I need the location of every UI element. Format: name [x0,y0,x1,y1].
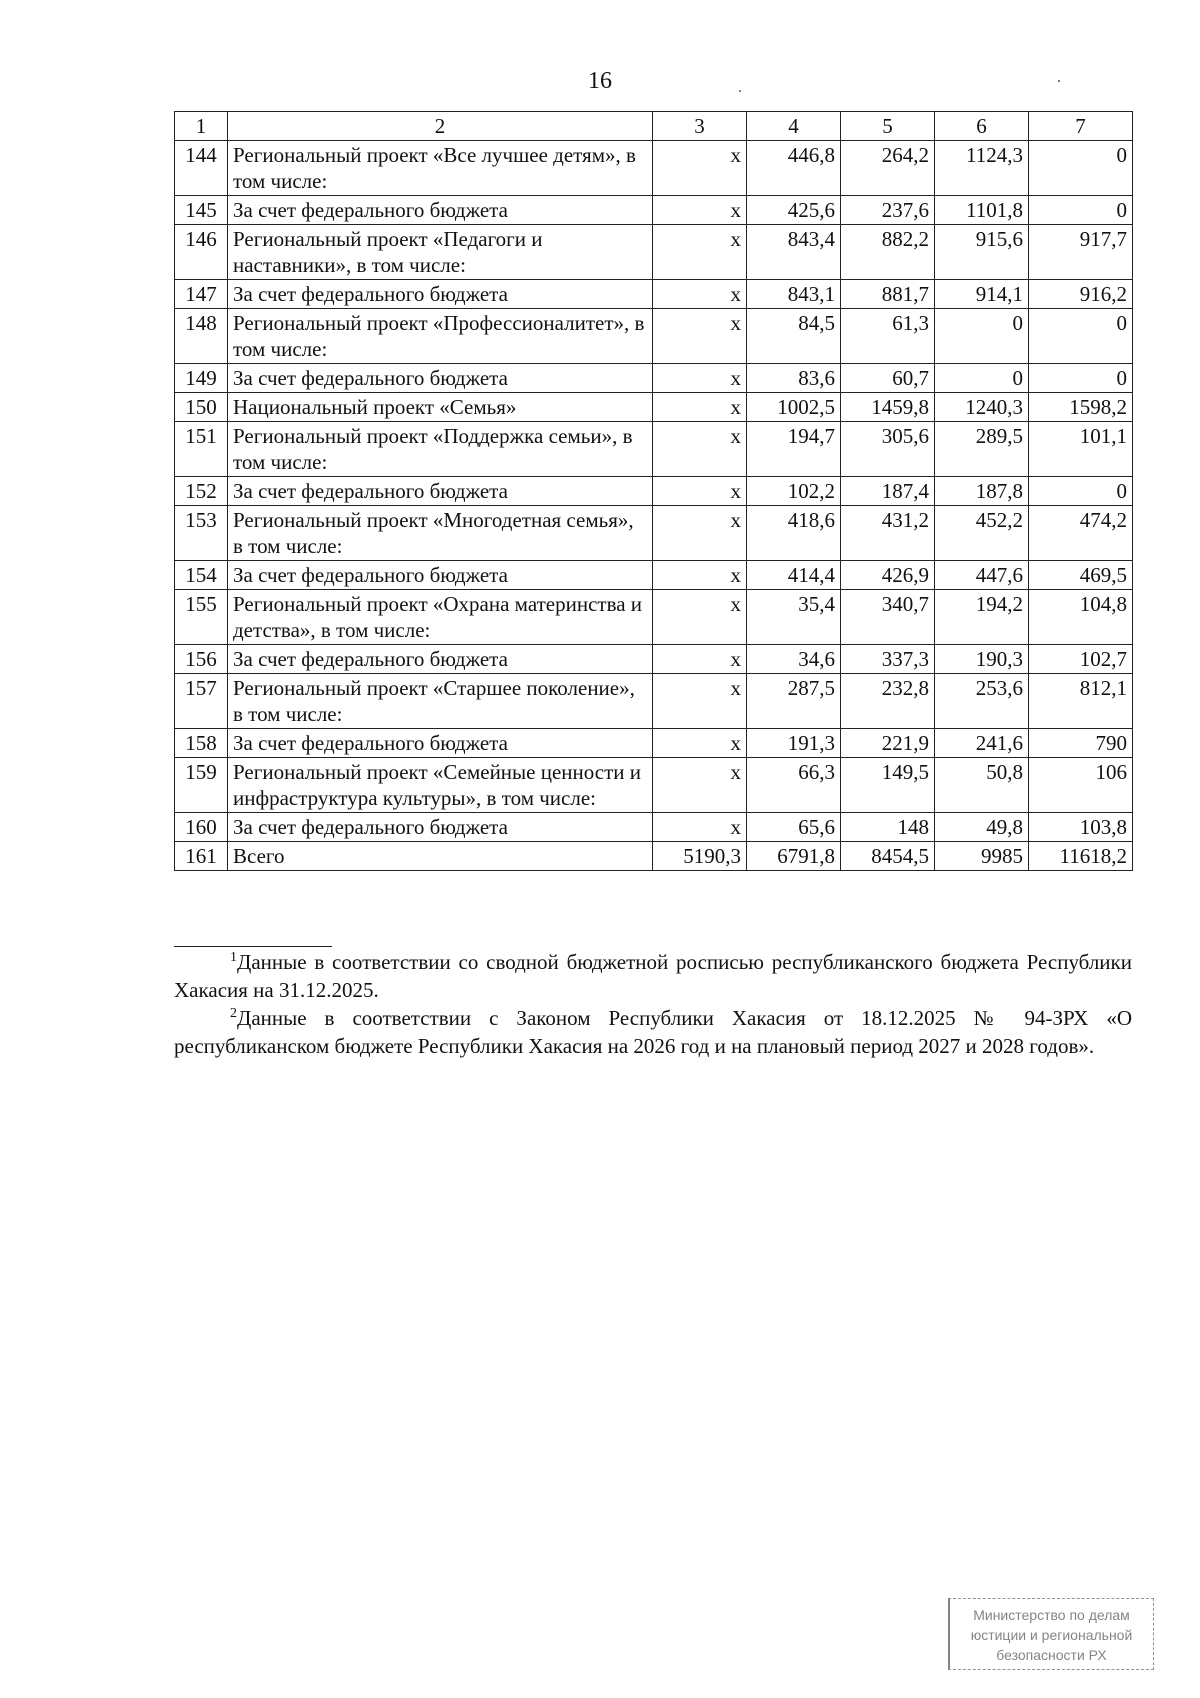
table-row [175,393,1133,422]
col4-value: 191,3 [747,729,841,758]
col3-value: x [653,309,747,364]
row-name: Региональный проект «Семейные ценности и инфраструктура культуры», в том числе: [228,758,653,813]
col5-value: 337,3 [841,645,935,674]
col7-value: 474,2 [1029,506,1133,561]
col4-value: 843,4 [747,225,841,280]
col7-value: 790 [1029,729,1133,758]
row-number: 145 [175,196,228,225]
col6-value: 194,2 [935,590,1029,645]
header-cell: 2 [228,112,653,141]
footnote-mark: 1 [230,950,237,965]
row-number: 149 [175,364,228,393]
col3-value: x [653,280,747,309]
stamp-line: Министерство по делам [973,1607,1130,1623]
col5-value: 1459,8 [841,393,935,422]
row-name: За счет федерального бюджета [228,561,653,590]
col3-value: x [653,422,747,477]
row-number: 148 [175,309,228,364]
table-row [175,561,1133,590]
row-number: 159 [175,758,228,813]
col5-value: 61,3 [841,309,935,364]
footnote-text: Данные в соответствии с Законом Республики Хакасия от 18.12.2025 № 94-ЗРХ «О республиканском бюджете Республики Хакасия на 2026 год и на плановый период 2027 и 2028 годов». [174,1006,1132,1058]
col3-value: x [653,813,747,842]
col3-value: x [653,393,747,422]
table-row [175,842,1133,871]
col7-value: 104,8 [1029,590,1133,645]
col6-value: 0 [935,309,1029,364]
col3-value: x [653,729,747,758]
footnote-2 [174,1004,1132,1060]
col4-value: 102,2 [747,477,841,506]
row-name: За счет федерального бюджета [228,364,653,393]
header-cell: 1 [175,112,228,141]
table-row [175,729,1133,758]
col7-value: 916,2 [1029,280,1133,309]
table-body [175,141,1133,871]
row-name: За счет федерального бюджета [228,729,653,758]
col3-value: x [653,477,747,506]
col6-value: 452,2 [935,506,1029,561]
col6-value: 1240,3 [935,393,1029,422]
col6-value: 0 [935,364,1029,393]
col7-value: 0 [1029,364,1133,393]
row-name: Региональный проект «Профессионалитет», в том числе: [228,309,653,364]
row-number: 147 [175,280,228,309]
row-number: 151 [175,422,228,477]
col7-value: 0 [1029,196,1133,225]
col5-value: 237,6 [841,196,935,225]
col7-value: 101,1 [1029,422,1133,477]
footnotes [174,948,1132,1060]
header-cell: 5 [841,112,935,141]
registration-stamp [948,1598,1154,1670]
row-name: За счет федерального бюджета [228,280,653,309]
col4-value: 6791,8 [747,842,841,871]
table-header-row [175,112,1133,141]
row-name: За счет федерального бюджета [228,196,653,225]
col7-value: 11618,2 [1029,842,1133,871]
table-row [175,674,1133,729]
row-name: За счет федерального бюджета [228,477,653,506]
col4-value: 194,7 [747,422,841,477]
row-number: 150 [175,393,228,422]
col4-value: 843,1 [747,280,841,309]
col3-value: 5190,3 [653,842,747,871]
col6-value: 1101,8 [935,196,1029,225]
col3-value: x [653,196,747,225]
row-number: 156 [175,645,228,674]
row-name: Региональный проект «Охрана материнства и детства», в том числе: [228,590,653,645]
row-number: 152 [175,477,228,506]
row-number: 155 [175,590,228,645]
col5-value: 431,2 [841,506,935,561]
col3-value: x [653,364,747,393]
col5-value: 8454,5 [841,842,935,871]
table-row [175,645,1133,674]
col7-value: 917,7 [1029,225,1133,280]
scan-speck [739,90,741,92]
row-number: 144 [175,141,228,196]
col4-value: 84,5 [747,309,841,364]
col6-value: 915,6 [935,225,1029,280]
col3-value: x [653,141,747,196]
col4-value: 287,5 [747,674,841,729]
table-row [175,196,1133,225]
col6-value: 187,8 [935,477,1029,506]
col3-value: x [653,674,747,729]
col4-value: 446,8 [747,141,841,196]
table-row [175,141,1133,196]
row-name: Региональный проект «Поддержка семьи», в том числе: [228,422,653,477]
col6-value: 190,3 [935,645,1029,674]
col4-value: 425,6 [747,196,841,225]
col6-value: 241,6 [935,729,1029,758]
col4-value: 34,6 [747,645,841,674]
footnote-mark: 2 [230,1006,237,1021]
col4-value: 83,6 [747,364,841,393]
footnote-1 [174,948,1132,1004]
col7-value: 812,1 [1029,674,1133,729]
col7-value: 0 [1029,141,1133,196]
table-row [175,225,1133,280]
col5-value: 340,7 [841,590,935,645]
col5-value: 60,7 [841,364,935,393]
row-number: 154 [175,561,228,590]
col5-value: 426,9 [841,561,935,590]
col4-value: 65,6 [747,813,841,842]
row-number: 146 [175,225,228,280]
row-name: Всего [228,842,653,871]
col7-value: 469,5 [1029,561,1133,590]
col3-value: x [653,506,747,561]
header-cell: 4 [747,112,841,141]
col5-value: 187,4 [841,477,935,506]
table-row [175,813,1133,842]
table-row [175,422,1133,477]
col3-value: x [653,590,747,645]
row-name: За счет федерального бюджета [228,813,653,842]
footnote-separator [174,946,332,947]
row-number: 157 [175,674,228,729]
col5-value: 305,6 [841,422,935,477]
col6-value: 289,5 [935,422,1029,477]
col5-value: 232,8 [841,674,935,729]
col5-value: 882,2 [841,225,935,280]
stamp-line: безопасности РХ [996,1647,1107,1663]
table-row [175,506,1133,561]
stamp-line: юстиции и региональной [970,1627,1133,1643]
row-name: Региональный проект «Все лучшее детям», в том числе: [228,141,653,196]
col5-value: 221,9 [841,729,935,758]
row-number: 153 [175,506,228,561]
col3-value: x [653,645,747,674]
col3-value: x [653,758,747,813]
row-name: Национальный проект «Семья» [228,393,653,422]
header-cell: 7 [1029,112,1133,141]
col3-value: x [653,561,747,590]
col4-value: 418,6 [747,506,841,561]
table-row [175,590,1133,645]
col3-value: x [653,225,747,280]
col6-value: 253,6 [935,674,1029,729]
col7-value: 1598,2 [1029,393,1133,422]
table-row [175,309,1133,364]
col4-value: 1002,5 [747,393,841,422]
row-name: Региональный проект «Старшее поколение», в том числе: [228,674,653,729]
col6-value: 1124,3 [935,141,1029,196]
table-row [175,364,1133,393]
col7-value: 0 [1029,309,1133,364]
col5-value: 149,5 [841,758,935,813]
table-row [175,280,1133,309]
row-name: Региональный проект «Педагоги и наставники», в том числе: [228,225,653,280]
col4-value: 414,4 [747,561,841,590]
col7-value: 106 [1029,758,1133,813]
col7-value: 0 [1029,477,1133,506]
scan-speck [1058,80,1060,82]
col6-value: 447,6 [935,561,1029,590]
row-name: Региональный проект «Многодетная семья», в том числе: [228,506,653,561]
row-number: 161 [175,842,228,871]
col4-value: 35,4 [747,590,841,645]
budget-table [174,111,1133,871]
col6-value: 49,8 [935,813,1029,842]
col5-value: 881,7 [841,280,935,309]
header-cell: 6 [935,112,1029,141]
page-number: 16 [588,68,612,94]
col7-value: 103,8 [1029,813,1133,842]
col6-value: 914,1 [935,280,1029,309]
col7-value: 102,7 [1029,645,1133,674]
table-row [175,477,1133,506]
col5-value: 148 [841,813,935,842]
col6-value: 50,8 [935,758,1029,813]
row-name: За счет федерального бюджета [228,645,653,674]
col5-value: 264,2 [841,141,935,196]
row-number: 160 [175,813,228,842]
col6-value: 9985 [935,842,1029,871]
table-row [175,758,1133,813]
footnote-text: Данные в соответствии со сводной бюджетной росписью республиканского бюджета Республики Хакасия на 31.12.2025. [174,950,1132,1002]
col4-value: 66,3 [747,758,841,813]
row-number: 158 [175,729,228,758]
header-cell: 3 [653,112,747,141]
